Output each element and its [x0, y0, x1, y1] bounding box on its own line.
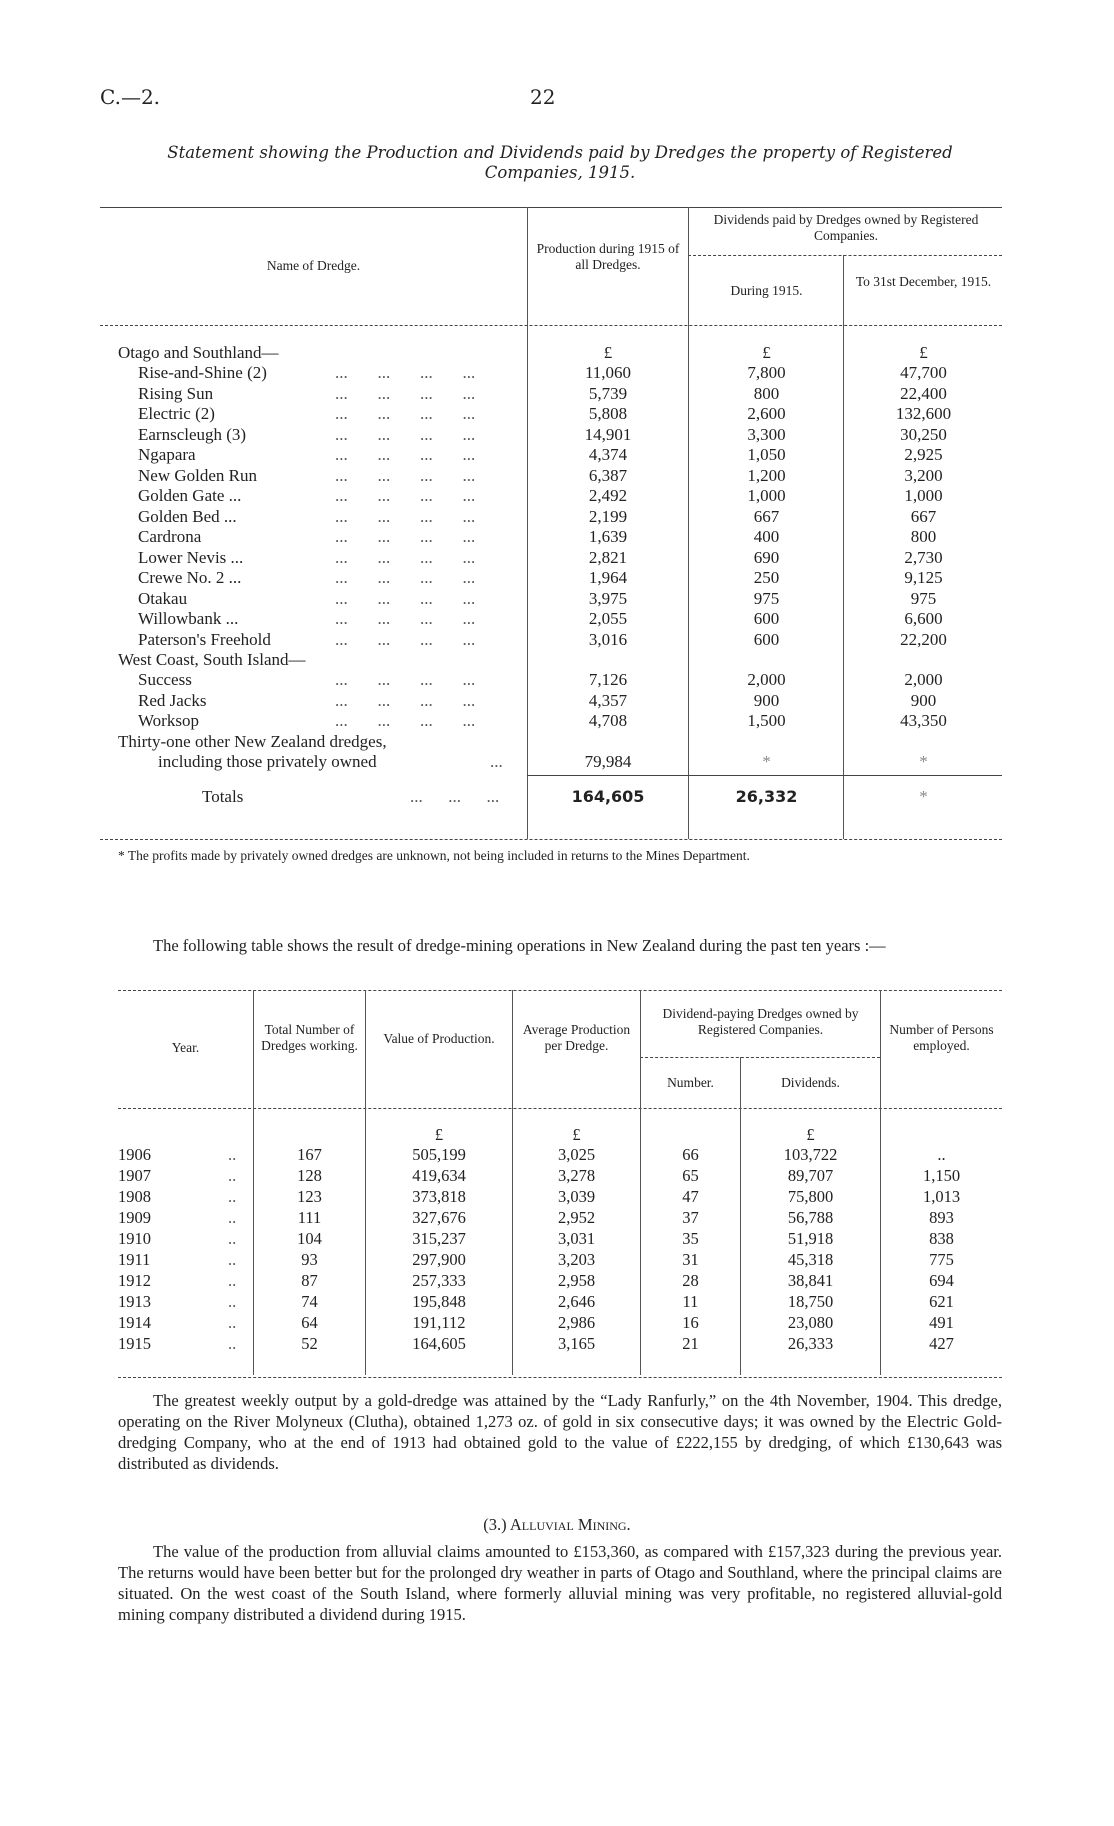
number-cell: 47 [682, 1187, 699, 1206]
dividend-total-value: 3,200 [904, 465, 943, 485]
dividend-total-value: 900 [910, 690, 937, 710]
table-row [0, 425, 1114, 445]
leader-dots: .. [228, 1334, 237, 1353]
production-value: 14,901 [584, 424, 632, 444]
dividend-total-value: 2,925 [904, 445, 943, 464]
average-cell: 2,958 [557, 1271, 596, 1290]
dividend-total-value: 6,600 [904, 609, 943, 628]
leader-dots: .. [228, 1313, 237, 1332]
other-dredges-line1: Thirty-one other New Zealand dredges, [118, 732, 387, 751]
dividend-total-value: 2,730 [904, 547, 943, 567]
production-value: 1,639 [588, 527, 628, 546]
leader-dots: .. [228, 1250, 237, 1269]
year-cell: 1914 [118, 1313, 151, 1332]
page-number: 22 [530, 85, 556, 109]
dividend-1915-value: 1,000 [747, 486, 786, 505]
leader-dots: ... ... ... ... [335, 445, 476, 464]
year-cell: 1913 [118, 1292, 151, 1311]
leader-dots: ... ... ... ... [335, 527, 476, 546]
table-row [0, 486, 1114, 506]
production-value: 11,060 [584, 363, 632, 382]
dividend-1915-value: 250 [753, 568, 780, 587]
year-cell: 1907 [118, 1166, 151, 1185]
table1-header-during: During 1915. [730, 283, 803, 298]
dividends-cell: 23,080 [787, 1313, 834, 1332]
value-cell: 164,605 [412, 1334, 466, 1353]
currency-average: £ [572, 1125, 581, 1144]
production-value: 1,964 [588, 568, 628, 587]
table-row [0, 507, 1114, 527]
table1-footnote: * The profits made by privately owned dredges are unknown, not being included in returns to the Mines Department. [118, 848, 750, 863]
paragraph-lady-ranfurly: The greatest weekly output by a gold-dredge was attained by the “Lady Ranfurly,” on the 4th November, 1904. This dredge, operating on the River Molyneux (Clutha), obtained 1,273 oz. of gold in six consecutive days; it was owned by the Electric Gold-dredging Company, who at the end of 1913 had obtained gold to the value of £222,155 by dredging, of which £130,643 was distributed as dividends. [118, 1391, 1002, 1473]
dividend-1915-value: 1,500 [747, 711, 786, 730]
dredge-name: Golden Bed ... [138, 506, 237, 526]
table2-header-group: Dividend-paying Dredges owned by Registered Companies. [662, 1006, 859, 1037]
table-row [0, 732, 1114, 752]
dredge-name: New Golden Run [138, 465, 257, 485]
other-production: 79,984 [584, 752, 632, 771]
average-cell: 3,025 [557, 1145, 596, 1164]
persons-cell: 893 [929, 1208, 954, 1227]
dredge-name: Earnscleugh (3) [138, 424, 247, 444]
persons-cell: 838 [929, 1229, 954, 1248]
table2-header-number: Number. [667, 1075, 714, 1090]
table-row [0, 445, 1114, 465]
dividend-total-value: 800 [910, 527, 937, 546]
section-west-coast: West Coast, South Island— [118, 650, 306, 669]
dividend-1915-value: 690 [753, 547, 780, 567]
dividend-1915-value: 3,300 [747, 424, 786, 444]
dividend-total-value: 1,000 [904, 486, 943, 505]
table1-title-line2: Companies, 1915. [484, 163, 636, 182]
dividends-cell: 26,333 [787, 1334, 834, 1353]
dividend-1915-value: 975 [753, 588, 780, 608]
persons-cell: 1,150 [922, 1166, 961, 1185]
dividends-cell: 38,841 [787, 1271, 834, 1290]
dredges-cell: 104 [297, 1229, 322, 1248]
dredge-name: Success [138, 670, 192, 689]
table2-bottom-rule [118, 1377, 1002, 1378]
dredges-cell: 74 [301, 1292, 318, 1311]
table2-top-rule [118, 990, 1002, 991]
totals-dividends: 26,332 [735, 787, 798, 806]
leader-dots: .. [228, 1145, 237, 1164]
persons-cell: 694 [929, 1271, 954, 1290]
leader-dots: ... [490, 752, 503, 771]
persons-cell: 621 [929, 1292, 954, 1311]
leader-dots: .. [228, 1271, 237, 1290]
dredge-name: Cardrona [138, 527, 202, 546]
persons-cell: 491 [929, 1313, 954, 1332]
production-value: 2,492 [588, 486, 628, 505]
dredge-name: Ngapara [138, 445, 196, 464]
leader-dots: ... ... ... ... [335, 588, 476, 608]
dividend-total-value: 2,000 [904, 670, 943, 689]
dividend-1915-value: 2,600 [747, 404, 786, 423]
dividend-total-value: 9,125 [904, 568, 943, 587]
year-cell: 1915 [118, 1334, 151, 1353]
average-cell: 3,039 [557, 1187, 596, 1206]
dividend-1915-value: 600 [753, 629, 780, 649]
table1-title-line1: Statement showing the Production and Dividends paid by Dredges the property of Registered [167, 143, 953, 162]
dredges-cell: 123 [297, 1187, 322, 1206]
table2-intro: The following table shows the result of dredge-mining operations in New Zealand during the past ten years :— [153, 936, 886, 955]
totals-label: Totals [202, 787, 244, 806]
year-cell: 1909 [118, 1208, 151, 1227]
persons-cell: .. [937, 1145, 946, 1164]
leader-dots: ... ... ... ... [335, 424, 476, 444]
table-row [0, 711, 1114, 731]
value-cell: 191,112 [412, 1313, 466, 1332]
average-cell: 2,646 [557, 1292, 596, 1311]
currency-to-date: £ [919, 343, 928, 362]
table-row [0, 1166, 1114, 1186]
leader-dots: ... ... ... ... [335, 547, 476, 567]
leader-dots: .. [228, 1208, 237, 1227]
other-during-mark: * [762, 752, 771, 771]
dividend-1915-value: 1,200 [747, 465, 786, 485]
average-cell: 2,952 [557, 1208, 596, 1227]
dredge-name: Electric (2) [138, 404, 215, 423]
table-row [0, 548, 1114, 568]
leader-dots: ... ... ... ... [335, 568, 476, 587]
table-row [0, 1271, 1114, 1291]
table-row [0, 1292, 1114, 1312]
table1-header-to-date: To 31st December, 1915. [855, 274, 992, 289]
production-value: 2,821 [588, 547, 628, 567]
value-cell: 195,848 [412, 1292, 466, 1311]
dividend-1915-value: 400 [753, 527, 780, 546]
persons-cell: 1,013 [922, 1187, 961, 1206]
table-row [0, 752, 1114, 772]
average-cell: 3,203 [557, 1250, 596, 1269]
production-value: 2,199 [588, 506, 628, 526]
section-otago: Otago and Southland— [118, 343, 279, 362]
persons-cell: 427 [929, 1334, 954, 1353]
table-row [0, 384, 1114, 404]
section-heading-alluvial: (3.) Alluvial Mining. [483, 1515, 631, 1534]
average-cell: 2,986 [557, 1313, 596, 1332]
leader-dots: ... ... ... ... [335, 465, 476, 485]
dividend-1915-value: 2,000 [747, 670, 786, 689]
dividend-total-value: 30,250 [900, 424, 947, 444]
table1-header-dividends-group: Dividends paid by Dredges owned by Registered Companies. [713, 212, 979, 243]
table2-header-average: Average Production per Dredge. [522, 1022, 631, 1053]
table-row [0, 1334, 1114, 1354]
table2-subheader-rule [640, 1057, 880, 1058]
dredges-cell: 111 [297, 1208, 322, 1227]
table-row [0, 1313, 1114, 1333]
dividends-cell: 75,800 [787, 1187, 834, 1206]
table2-header-total: Total Number of Dredges working. [261, 1022, 358, 1053]
totals-production: 164,605 [571, 787, 645, 806]
number-cell: 16 [682, 1313, 699, 1332]
value-cell: 505,199 [412, 1145, 466, 1164]
number-cell: 28 [682, 1271, 699, 1290]
value-cell: 419,634 [412, 1166, 466, 1185]
dredges-cell: 128 [297, 1166, 322, 1185]
dividend-1915-value: 667 [753, 506, 780, 526]
production-value: 5,808 [588, 404, 628, 423]
leader-dots: ... ... ... ... [335, 363, 476, 382]
dividend-total-value: 975 [910, 588, 937, 608]
table-row [0, 343, 1114, 363]
leader-dots: ... ... ... [410, 787, 500, 806]
year-cell: 1912 [118, 1271, 151, 1290]
table2-header-rule [118, 1108, 1002, 1109]
table-row [0, 527, 1114, 547]
persons-cell: 775 [929, 1250, 954, 1269]
average-cell: 3,031 [557, 1229, 596, 1248]
dredge-name: Lower Nevis ... [138, 547, 244, 567]
production-value: 6,387 [588, 465, 628, 485]
dredge-name: Otakau [138, 588, 188, 608]
value-cell: 315,237 [412, 1229, 466, 1248]
dredge-name: Rise-and-Shine (2) [138, 363, 267, 382]
table1-header-rule [100, 325, 1002, 326]
average-cell: 3,165 [557, 1334, 596, 1353]
dredge-name: Golden Gate ... [138, 486, 242, 505]
dividends-cell: 103,722 [783, 1145, 838, 1164]
dividend-total-value: 22,400 [900, 383, 947, 403]
number-cell: 66 [682, 1145, 699, 1164]
table-row [0, 568, 1114, 588]
table-row [0, 589, 1114, 609]
table-row [0, 1208, 1114, 1228]
dividend-total-value: 132,600 [895, 404, 952, 423]
dividend-1915-value: 900 [753, 690, 780, 710]
table2-header-dividends: Dividends. [781, 1075, 840, 1090]
dividends-cell: 18,750 [787, 1292, 834, 1311]
table-row [0, 650, 1114, 670]
production-value: 3,975 [588, 588, 628, 608]
year-cell: 1911 [118, 1250, 151, 1269]
dredge-name: Worksop [138, 711, 199, 730]
average-cell: 3,278 [557, 1166, 596, 1185]
dividends-cell: 51,918 [787, 1229, 834, 1248]
totals-to-date-mark: * [919, 787, 928, 806]
table1-header-name: Name of Dredge. [266, 258, 361, 273]
value-cell: 373,818 [412, 1187, 466, 1206]
table1-bottom-rule [100, 839, 1002, 840]
currency-value: £ [434, 1125, 444, 1144]
value-cell: 257,333 [412, 1271, 466, 1290]
dividend-1915-value: 7,800 [747, 363, 786, 382]
dividend-1915-value: 800 [753, 383, 780, 403]
year-cell: 1906 [118, 1145, 151, 1164]
dividend-total-value: 22,200 [900, 629, 947, 649]
other-dredges-line2: including those privately owned [158, 752, 377, 771]
number-cell: 31 [682, 1250, 699, 1269]
leader-dots: ... ... ... ... [335, 711, 476, 730]
table-row [0, 630, 1114, 650]
currency-production: £ [603, 343, 613, 362]
table-row [0, 1187, 1114, 1207]
table1-title [120, 143, 1000, 183]
table2-header-value: Value of Production. [383, 1031, 495, 1046]
other-to-date-mark: * [919, 752, 928, 771]
dividend-total-value: 47,700 [900, 363, 947, 382]
page-reference: C.—2. [100, 85, 161, 109]
dredge-name: Red Jacks [138, 690, 207, 710]
dredges-cell: 167 [297, 1145, 322, 1164]
number-cell: 37 [682, 1208, 699, 1227]
table-row [0, 466, 1114, 486]
production-value: 4,708 [588, 711, 628, 730]
leader-dots: ... ... ... ... [335, 690, 476, 710]
number-cell: 21 [682, 1334, 699, 1353]
leader-dots: ... ... ... ... [335, 404, 476, 423]
leader-dots: ... ... ... ... [335, 506, 476, 526]
dredge-name: Rising Sun [138, 383, 214, 403]
leader-dots: ... ... ... ... [335, 670, 476, 689]
paragraph-alluvial: The value of the production from alluvial claims amounted to £153,360, as compared with £157,323 during the previous year. The returns would have been better but for the prolonged dry weather in parts of Otago and Southland, where the principal claims are situated. On the west coast of the South Island, where formerly alluvial mining was very profitable, no registered alluvial-gold mining company distributed a dividend during 1915. [118, 1542, 1002, 1624]
leader-dots: ... ... ... ... [335, 486, 476, 505]
currency-during: £ [762, 343, 771, 362]
dredge-name: Willowbank ... [138, 609, 239, 628]
production-value: 7,126 [588, 670, 628, 689]
table-row [0, 1250, 1114, 1270]
table-row [0, 404, 1114, 424]
currency-dividends: £ [806, 1125, 815, 1144]
dividend-total-value: 667 [910, 506, 937, 526]
production-value: 5,739 [588, 383, 628, 403]
dividend-total-value: 43,350 [900, 711, 947, 730]
production-value: 2,055 [588, 609, 628, 628]
table-row [0, 363, 1114, 383]
leader-dots: .. [228, 1187, 237, 1206]
leader-dots: .. [228, 1229, 237, 1248]
year-cell: 1908 [118, 1187, 151, 1206]
table1-subheader-rule [688, 255, 1002, 256]
dredges-cell: 93 [301, 1250, 318, 1269]
dividends-cell: 56,788 [787, 1208, 834, 1227]
dredges-cell: 87 [301, 1271, 318, 1290]
value-cell: 327,676 [412, 1208, 466, 1227]
table-row [0, 609, 1114, 629]
leader-dots: ... ... ... ... [335, 629, 476, 649]
table2-header-persons: Number of Persons employed. [889, 1022, 994, 1053]
table2-header-year: Year. [171, 1040, 200, 1055]
dividend-1915-value: 1,050 [747, 445, 786, 464]
production-value: 4,374 [588, 445, 628, 464]
number-cell: 35 [682, 1229, 699, 1248]
table-row [0, 1229, 1114, 1249]
leader-dots: ... ... ... ... [335, 609, 476, 628]
leader-dots: .. [228, 1166, 237, 1185]
leader-dots: .. [228, 1292, 237, 1311]
dividends-cell: 45,318 [787, 1250, 834, 1269]
table1-top-rule [100, 207, 1002, 208]
table-row [0, 1145, 1114, 1165]
dredges-cell: 64 [301, 1313, 318, 1332]
dredges-cell: 52 [301, 1334, 318, 1353]
table-row [0, 670, 1114, 690]
year-cell: 1910 [118, 1229, 151, 1248]
table-row [0, 691, 1114, 711]
dredge-name: Crewe No. 2 ... [138, 568, 242, 587]
totals-top-rule [527, 775, 1002, 776]
value-cell: 297,900 [412, 1250, 466, 1269]
dividends-cell: 89,707 [787, 1166, 834, 1185]
production-value: 3,016 [588, 629, 628, 649]
dividend-1915-value: 600 [753, 609, 780, 628]
number-cell: 11 [682, 1292, 699, 1311]
production-value: 4,357 [588, 690, 628, 710]
table1-header-production: Production during 1915 of all Dredges. [536, 241, 680, 272]
leader-dots: ... ... ... ... [335, 383, 476, 403]
number-cell: 65 [682, 1166, 699, 1185]
dredge-name: Paterson's Freehold [138, 629, 271, 649]
